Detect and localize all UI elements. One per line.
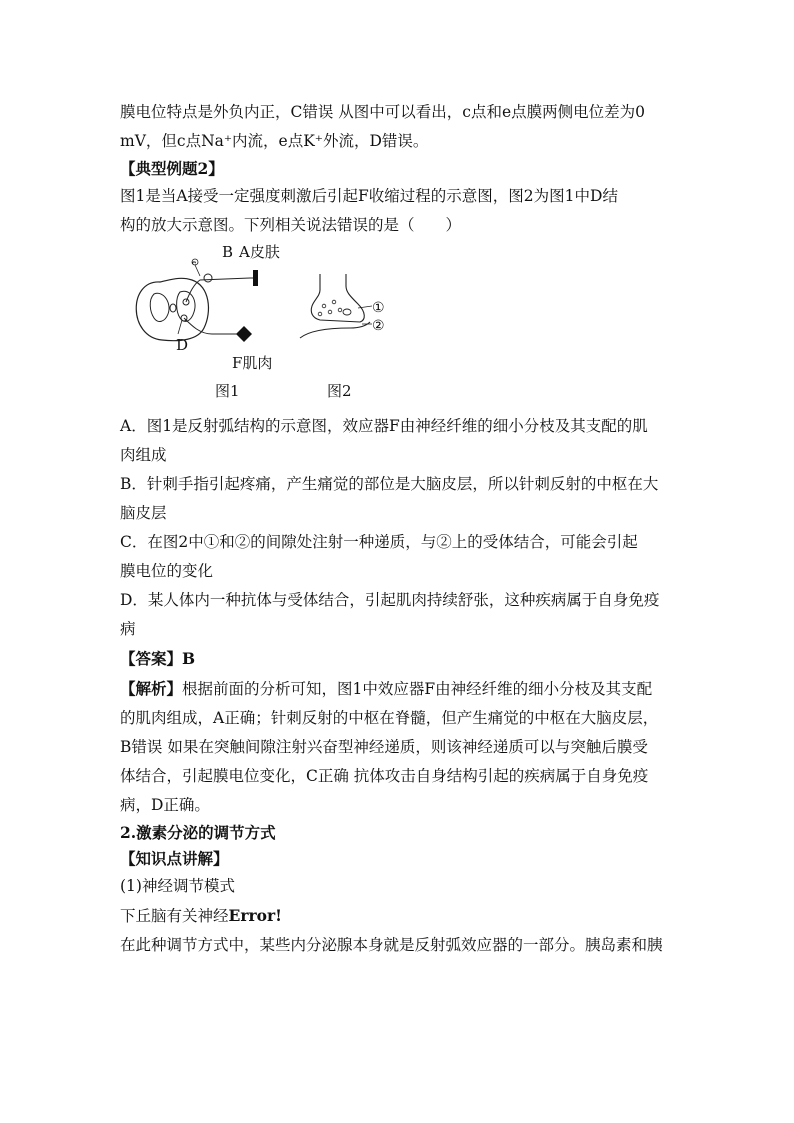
analysis-line: 病，D正确。 bbox=[120, 796, 210, 814]
option-d: D．某人体内一种抗体与受体结合，引起肌肉持续舒张，这种疾病属于自身免疫 bbox=[120, 591, 660, 609]
question-line: 图1是当A接受一定强度刺激后引起F收缩过程的示意图，图2为图1中D结 bbox=[120, 187, 618, 205]
analysis-line: B错误 如果在突触间隙注射兴奋型神经递质，则该神经递质可以与突触后膜受 bbox=[120, 738, 648, 756]
option-d-cont: 病 bbox=[120, 620, 136, 638]
knowledge-heading: 【知识点讲解】 bbox=[120, 849, 229, 868]
text-line: 在此种调节方式中，某些内分泌腺本身就是反射弧效应器的一部分。胰岛素和胰 bbox=[120, 936, 663, 954]
label-e: e bbox=[192, 259, 197, 267]
postsynaptic-membrane bbox=[300, 322, 370, 338]
label-circle-2: ② bbox=[372, 318, 385, 334]
label-skin: A皮肤 bbox=[239, 243, 280, 261]
axon-terminal bbox=[311, 274, 364, 322]
hypothalamus-text: 下丘脑有关神经 bbox=[120, 907, 229, 925]
option-b: B．针刺手指引起疼痛，产生痛觉的部位是大脑皮层，所以针刺反射的中枢在大 bbox=[120, 475, 659, 493]
text-line: mV，但c点Na⁺内流，e点K⁺外流，D错误。 bbox=[120, 132, 429, 150]
gray-matter-left bbox=[150, 293, 169, 321]
label-muscle: F肌肉 bbox=[232, 354, 273, 372]
text-line: 膜电位特点是外负内正，C错误 从图中可以看出，c点和e点膜两侧电位差为0 bbox=[120, 103, 646, 121]
hypothalamus-line bbox=[120, 901, 680, 931]
answer-text: 【答案】B bbox=[120, 649, 196, 668]
subheading-mode1: (1)神经调节模式 bbox=[120, 877, 235, 895]
ganglion bbox=[204, 274, 212, 282]
analysis-line: 的肌肉组成，A正确；针刺反射的中枢在脊髓，但产生痛觉的中枢在大脑皮层， bbox=[120, 709, 659, 727]
analysis-line bbox=[120, 674, 680, 704]
example-heading: 【典型例题2】 bbox=[120, 159, 224, 178]
analysis-label: 【解析】 bbox=[120, 679, 183, 698]
caption-figure-1: 图1 bbox=[215, 382, 240, 400]
answer bbox=[120, 644, 680, 674]
option-a-cont: 肉组成 bbox=[120, 446, 167, 464]
document-page bbox=[120, 98, 680, 960]
analysis-text: 根据前面的分析可知，图1中效应器F由神经纤维的细小分枝及其支配 bbox=[182, 680, 653, 698]
skin-receptor bbox=[253, 270, 258, 286]
figure-reflex-arc bbox=[120, 242, 680, 412]
central-canal bbox=[170, 304, 176, 312]
muscle-effector bbox=[236, 326, 252, 342]
option-c-cont: 膜电位的变化 bbox=[120, 562, 214, 580]
section-heading: 2.激素分泌的调节方式 bbox=[120, 823, 276, 842]
label-b: B bbox=[222, 243, 234, 261]
option-a: A．图1是反射弧结构的示意图，效应器F由神经纤维的细小分枝及其支配的肌 bbox=[120, 417, 648, 435]
gray-matter-right bbox=[177, 291, 195, 321]
spinal-cord-outline bbox=[136, 278, 208, 340]
label-d: D bbox=[176, 336, 189, 354]
figure-svg bbox=[120, 242, 680, 412]
analysis-line: 体结合，引起膜电位变化，C正确 抗体攻击自身结构引起的疾病属于自身免疫 bbox=[120, 767, 649, 785]
pointer-d bbox=[178, 320, 182, 334]
question-line: 构的放大示意图。下列相关说法错误的是（ ） bbox=[120, 216, 462, 234]
caption-figure-2: 图2 bbox=[327, 382, 352, 400]
efferent-nerve bbox=[184, 318, 244, 334]
option-c: C．在图2中①和②的间隙处注射一种递质，与②上的受体结合，可能会引起 bbox=[120, 533, 638, 551]
option-b-cont: 脑皮层 bbox=[120, 504, 167, 522]
label-circle-1: ① bbox=[372, 300, 385, 316]
error-text: Error! bbox=[228, 906, 282, 925]
